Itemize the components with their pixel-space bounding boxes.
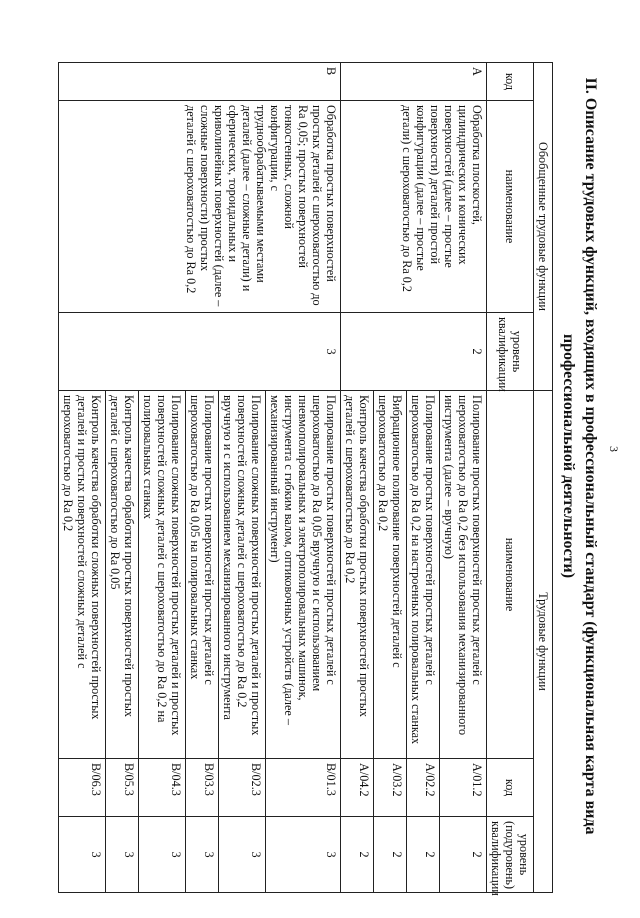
header-name: наименование xyxy=(487,101,534,313)
header-generalized: Обобщенные трудовые функции xyxy=(534,63,553,391)
function-name: Полирование простых поверхностей простых деталей с шероховатостью до Ra 0,05 вручную и с использованием пневмополировальных и электрополировальных машинок, инструмента с гибким валом, оптиковочных устройств (далее – механизированный инструмент) xyxy=(266,391,341,759)
function-level: 2 xyxy=(407,817,440,893)
group-level: 2 xyxy=(341,313,487,391)
table-row xyxy=(266,63,341,893)
function-code: B/01.3 xyxy=(266,759,341,817)
function-name: Контроль качества обработки простых поверхностей простых деталей с шероховатостью до Ra 0,05 xyxy=(106,391,139,759)
header-functions: Трудовые функции xyxy=(534,391,553,893)
group-level: 3 xyxy=(59,313,341,391)
header-row-2 xyxy=(487,63,534,893)
function-code: A/02.2 xyxy=(407,759,440,817)
function-level: 3 xyxy=(266,817,341,893)
header-row-1 xyxy=(534,63,553,893)
header-function-code: код xyxy=(487,759,534,817)
function-name: Полирование сложных поверхностей простых деталей и простых поверхностей сложных деталей с шероховатостью до Ra 0,2 вручную и с использованием механизированного инструмента xyxy=(219,391,266,759)
function-level: 3 xyxy=(59,817,106,893)
function-name: Полирование простых поверхностей простых деталей с шероховатостью до Ra 0,05 на полировальных станках xyxy=(186,391,219,759)
function-level: 2 xyxy=(374,817,407,893)
function-code: B/03.3 xyxy=(186,759,219,817)
rotated-content xyxy=(23,6,623,906)
header-function-level: уровень (подуровень) квалификации xyxy=(487,817,534,893)
function-level: 3 xyxy=(139,817,186,893)
function-code: A/04.2 xyxy=(341,759,374,817)
table-row xyxy=(440,63,487,893)
group-code: B xyxy=(59,63,341,101)
function-code: B/02.3 xyxy=(219,759,266,817)
title-line-1: II. Описание трудовых функций, входящих в профессиональный стандарт (функциональная карта вида xyxy=(582,77,599,835)
group-name: Обработка простых поверхностей простых деталей с шероховатостью до Ra 0,05; простых поверхностей тонкостенных, сложной конфигурации, с труднообрабатываемыми местами деталей (далее – сложные детали) и сферических, тороидальных и криволинейных поверхностей (далее – сложные поверхности) простых деталей с шероховатостью до Ra 0,2 xyxy=(59,101,341,313)
function-code: A/03.2 xyxy=(374,759,407,817)
function-name: Контроль качества обработки простых поверхностей простых деталей с шероховатостью до Ra 0,2 xyxy=(341,391,374,759)
function-code: B/05.3 xyxy=(106,759,139,817)
function-name: Полирование сложных поверхностей простых деталей и простых поверхностей сложных деталей с шероховатостью до Ra 0,2 на полировальных станках xyxy=(139,391,186,759)
function-level: 3 xyxy=(186,817,219,893)
function-code: B/06.3 xyxy=(59,759,106,817)
header-function-name: наименование xyxy=(487,391,534,759)
function-level: 2 xyxy=(341,817,374,893)
section-title xyxy=(557,6,601,906)
function-name: Вибрационное полирование поверхностей деталей с шероховатостью до Ra 0,2 xyxy=(374,391,407,759)
function-name: Полирование простых поверхностей простых деталей с шероховатостью до Ra 0,2 на настроенных полировальных станках xyxy=(407,391,440,759)
header-level: уровень квалификации xyxy=(487,313,534,391)
function-code: A/01.2 xyxy=(440,759,487,817)
title-line-2: профессиональной деятельности) xyxy=(560,333,577,579)
group-name: Обработка плоскостей, цилиндрических и конических поверхностей (далее – простые поверхности) деталей простой конфигурации (далее – простые детали) с шероховатостью до Ra 0,2 xyxy=(341,101,487,313)
function-level: 3 xyxy=(219,817,266,893)
page-number: 3 xyxy=(607,446,621,452)
function-level: 2 xyxy=(440,817,487,893)
function-code: B/04.3 xyxy=(139,759,186,817)
function-level: 3 xyxy=(106,817,139,893)
functional-map-table xyxy=(58,62,553,896)
function-name: Контроль качества обработки сложных поверхностей простых деталей и простых поверхностей сложных деталей с шероховатостью до Ra 0,2 xyxy=(59,391,106,759)
header-code: код xyxy=(487,63,534,101)
group-code: A xyxy=(341,63,487,101)
function-name: Полирование простых поверхностей простых деталей с шероховатостью до Ra 0,2 без использования механизированного инструмента (далее – вручную) xyxy=(440,391,487,759)
